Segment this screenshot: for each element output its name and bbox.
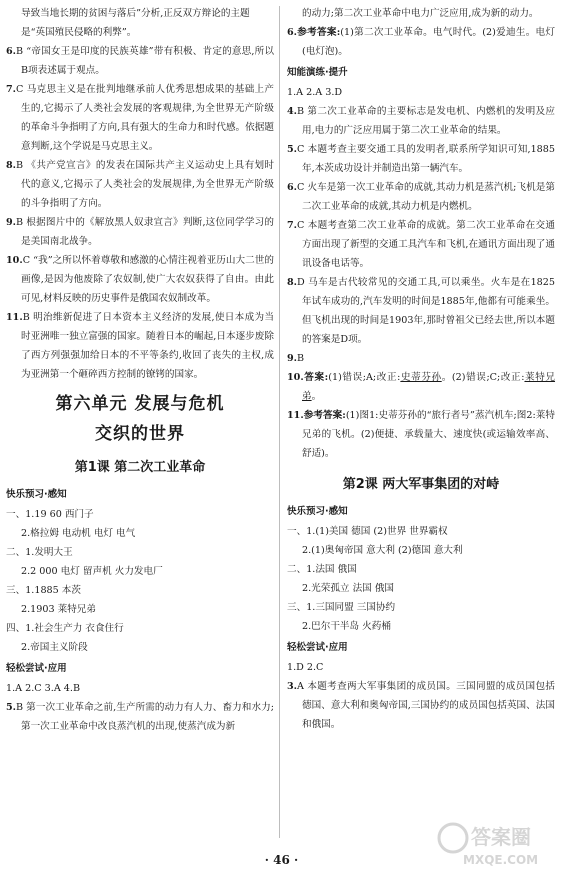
answer-item-11: 11.B 明治维新促进了日本资本主义经济的发展,使日本成为当时亚洲唯一独立富强的国家。随着日本的崛起,日本逐步废除了西方列强强加给日本的不平等条约,收回了丧失的主权,成为亚洲第一个砸碎西方控制的镣铐的国家。 — [6, 312, 274, 380]
preview-line: 四、1.社会生产力 衣食住行 — [6, 623, 124, 634]
lesson-title: 第1课 第二次工业革命 — [74, 460, 206, 475]
answer-item-9: 9.B — [287, 353, 305, 364]
section-heading-trial: 轻松尝试·应用 — [6, 663, 67, 674]
preview-line: 2.(1)奥匈帝国 意大利 (2)德国 意大利 — [302, 545, 463, 556]
preview-line: 2.巴尔干半岛 火药桶 — [302, 621, 391, 632]
right-column — [287, 4, 555, 734]
answer-item-8: 8.B 《共产党宣言》的发表在国际共产主义运动史上具有划时代的意义,它揭示了人类社会的发展规律,为全世界无产阶级的斗争指明了方向。 — [6, 160, 274, 209]
preview-line: 二、1.发明大王 — [6, 547, 73, 558]
continued-text-line: 是“英国殖民侵略的利弊”。 — [21, 27, 137, 38]
continued-text-line: 的动力;第二次工业革命中电力广泛应用,成为新的动力。 — [302, 8, 539, 19]
preview-line: 三、1.三国同盟 三国协约 — [287, 602, 396, 613]
answer-item-9: 9.B 根据图片中的《解放黑人奴隶宣言》判断,这位同学学习的是美国南北战争。 — [6, 217, 274, 247]
answer-item-10: 10.C “我”之所以怀着尊敬和感激的心情注视着亚历山大二世的画像,是因为他废除了农奴制,使广大农奴获得了自由。由此可见,材料反映的历史事件是俄国农奴制改革。 — [6, 255, 274, 304]
answer-item-5: 5.C 本题考查主要交通工具的发明者,联系所学知识可知,1885年,本茨成功设计并制造出第一辆汽车。 — [287, 144, 555, 174]
watermark-logo — [433, 818, 553, 870]
practice-answers: 1.A 2.A 3.D — [287, 87, 343, 98]
preview-line: 2.帝国主义阶段 — [21, 642, 88, 653]
left-column — [6, 4, 274, 736]
answer-item-7: 7.C 本题考查第二次工业革命的成就。第二次工业革命在交通方面出现了新型的交通工具汽车和飞机,在通讯方面出现了通讯设备电话等。 — [287, 220, 555, 269]
svg-text:MXQE.COM: MXQE.COM — [463, 853, 539, 867]
lesson-title: 第2课 两大军事集团的对峙 — [342, 477, 500, 492]
answer-item-6: 6.C 火车是第一次工业革命的成就,其动力机是蒸汽机;飞机是第二次工业革命的成就,其动力机是内燃机。 — [287, 182, 555, 212]
preview-line: 2.2 000 电灯 留声机 火力发电厂 — [21, 566, 163, 577]
page-number: · 46 · — [264, 853, 299, 867]
unit-subtitle: 交织的世界 — [95, 424, 185, 444]
reference-answer-6: 6.参考答案:(1)第二次工业革命。电气时代。(2)爱迪生。电灯(电灯泡)。 — [287, 27, 556, 57]
preview-line: 2.光荣孤立 法国 俄国 — [302, 583, 395, 594]
preview-line: 二、1.法国 俄国 — [287, 564, 357, 575]
answer-item-7: 7.C 马克思主义是在批判地继承前人优秀思想成果的基础上产生的,它揭示了人类社会发展的客观规律,为全世界无产阶级的革命斗争指明了方向,具有强大的生命力和时代感。依据题意判断,这个学说是马克思主义。 — [6, 84, 274, 152]
trial-answers: 1.D 2.C — [287, 662, 324, 673]
answer-item-6: 6.B “帝国女王是印度的民族英雄”带有积极、肯定的意思,所以B项表述属于观点。 — [6, 46, 274, 76]
answer-item-3: 3.A 本题考查两大军事集团的成员国。三国同盟的成员国包括德国、意大利和奥匈帝国,三国协约的成员国包括英国、法国和俄国。 — [287, 681, 555, 730]
unit-title: 第六单元 发展与危机 — [55, 394, 225, 414]
continued-text-line: 导致当地长期的贫困与落后”分析,正反双方辩论的主题 — [21, 8, 250, 19]
preview-line: 一、1.(1)美国 德国 (2)世界 世界霸权 — [287, 526, 448, 537]
preview-line: 2.格拉姆 电动机 电灯 电气 — [21, 528, 136, 539]
preview-line: 一、1.19 60 西门子 — [6, 509, 94, 520]
watermark-text: 答案圈 — [471, 825, 531, 849]
reference-answer-11: 11.参考答案:(1)图1:史蒂芬孙的“旅行者号”蒸汽机车;图2:莱特兄弟的飞机。(2)便捷、承载量大、速度快(或运输效率高、舒适)。 — [287, 410, 555, 459]
section-heading-trial: 轻松尝试·应用 — [287, 642, 348, 653]
section-heading-preview: 快乐预习·感知 — [6, 489, 67, 500]
preview-line: 2.1903 莱特兄弟 — [21, 604, 96, 615]
answer-item-5: 5.B 第一次工业革命之前,生产所需的动力有人力、畜力和水力;第一次工业革命中改良蒸汽机的出现,使蒸汽成为新 — [6, 702, 274, 732]
answer-item-4: 4.B 第二次工业革命的主要标志是发电机、内燃机的发明及应用,电力的广泛应用属于第二次工业革命的结果。 — [287, 106, 555, 136]
column-divider — [279, 6, 280, 838]
section-heading-preview: 快乐预习·感知 — [287, 506, 348, 517]
section-heading-practice: 知能演练·提升 — [287, 67, 348, 78]
preview-line: 三、1.1885 本茨 — [6, 585, 81, 596]
answer-item-10: 10.答案:(1)错误;A;改正:史蒂芬孙。(2)错误;C;改正:莱特兄弟。 — [287, 372, 556, 402]
answer-item-8: 8.D 马车是古代较常见的交通工具,可以乘坐。火车是在1825年试车成功的,汽车发明的时间是1885年,他都有可能乘坐。但飞机出现的时间是1903年,那时曾祖父已经去世,所以本题的答案是D项。 — [287, 277, 555, 345]
trial-answers: 1.A 2.C 3.A 4.B — [6, 683, 81, 694]
